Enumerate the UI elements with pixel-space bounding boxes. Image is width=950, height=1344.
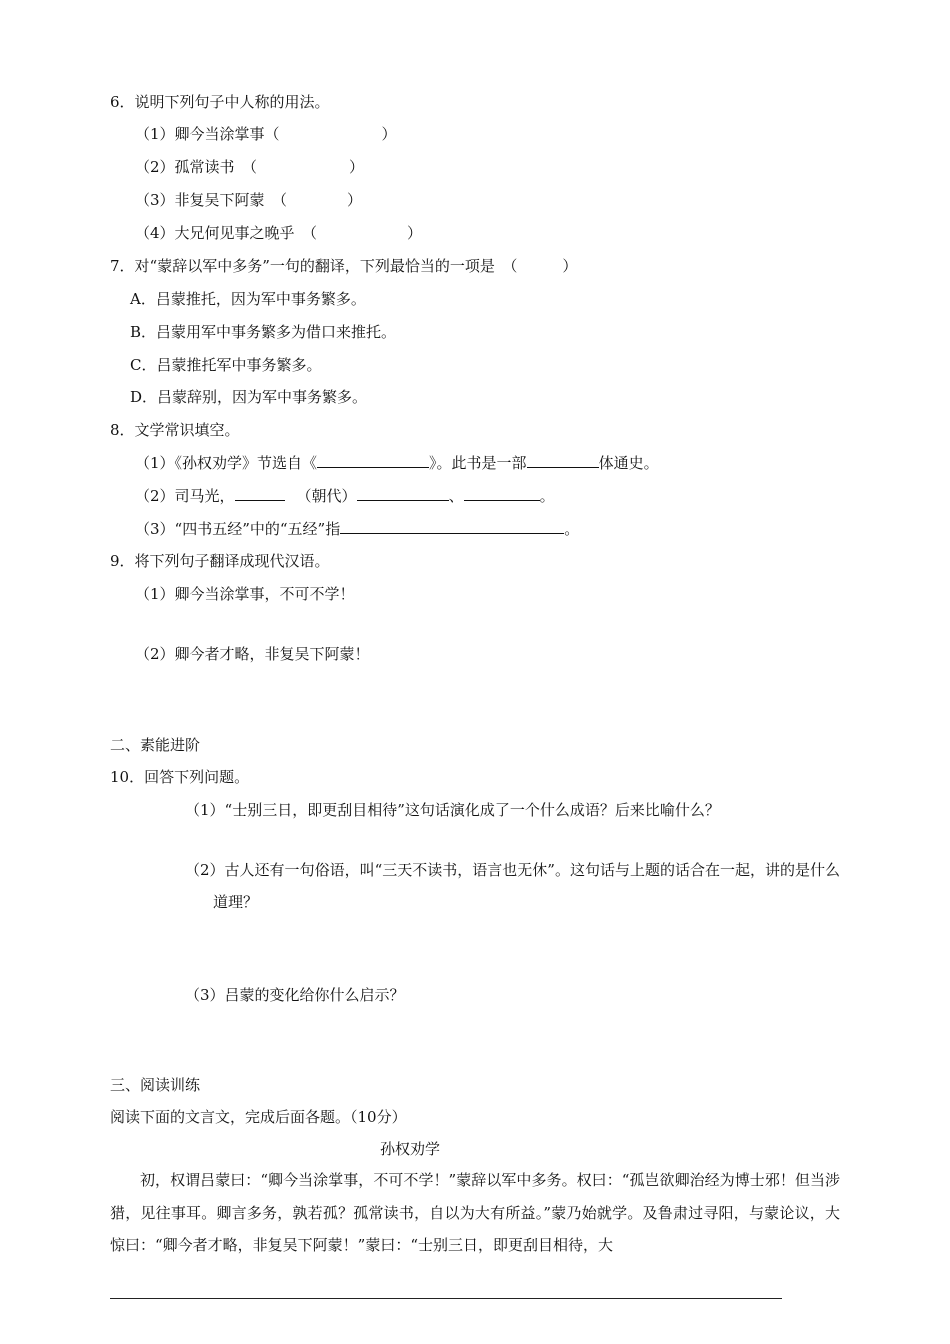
q6-item-3-close: ） <box>347 191 363 209</box>
q8-item-2-part-d: 。 <box>539 487 555 505</box>
q8-item-2-part-c: 、 <box>448 487 464 505</box>
q6-item-3-text: （3）非复吴下阿蒙 （ <box>135 191 288 209</box>
q6-item-2-close: ） <box>349 158 365 176</box>
section-3-title: 三、阅读训练 <box>110 1076 201 1094</box>
q9-item-1: （1）卿今当涂掌事，不可不学！ <box>135 585 355 603</box>
q8-item-1-part-b: 》。此书是一部 <box>429 454 527 472</box>
q7-option-c: C．吕蒙推托军中事务繁多。 <box>130 356 322 374</box>
q6-item-2 <box>135 157 364 177</box>
q8-item-2 <box>135 486 555 506</box>
q8-blank-identity-2[interactable] <box>464 486 540 501</box>
q6-item-4-close: ） <box>407 224 423 242</box>
q9-item-2: （2）卿今者才略，非复吴下阿蒙！ <box>135 645 370 663</box>
q7-option-a: A．吕蒙推托，因为军中事务繁多。 <box>130 290 366 308</box>
q8-item-2-part-b: （朝代） <box>296 487 357 505</box>
q8-blank-book[interactable] <box>317 453 429 468</box>
q6-item-1-close: ） <box>381 125 397 143</box>
q6-item-4-text: （4）大兄何见事之晚乎 （ <box>135 224 318 242</box>
q6-stem: 6．说明下列句子中人称的用法。 <box>110 93 330 111</box>
passage-text: 初，权谓吕蒙曰：“卿今当涂掌事，不可不学！”蒙辞以军中多务。权曰：“孤岂欲卿治经为博士邪！但当涉猎，见往事耳。卿言多务，孰若孤？孤常读书，自以为大有所益。”蒙乃始就学。及鲁肃过寻阳，与蒙论议，大惊曰：“卿今者才略，非复吴下阿蒙！”蒙曰：“士别三日，即更刮目相待，大 <box>110 1171 840 1254</box>
q6-item-2-text: （2）孤常读书 （ <box>135 158 258 176</box>
q8-blank-five-classics[interactable] <box>340 519 564 534</box>
q8-blank-dynasty[interactable] <box>235 486 285 501</box>
q8-blank-genre[interactable] <box>527 453 599 468</box>
q10-item-2-text: （2）古人还有一句俗语，叫“三天不读书，语言也无休”。这句话与上题的话合在一起，讲的是什么道理？ <box>185 861 840 911</box>
reading-instruction: 阅读下面的文言文，完成后面各题。（10分） <box>110 1108 407 1126</box>
q6-item-1-text: （1）卿今当涂掌事（ <box>135 125 280 143</box>
q9-stem: 9．将下列句子翻译成现代汉语。 <box>110 552 330 570</box>
footer-rule <box>110 1298 782 1299</box>
q6-item-4 <box>135 223 422 243</box>
q7-option-d: D．吕蒙辞别，因为军中事务繁多。 <box>130 388 368 406</box>
q8-item-2-part-a: （2）司马光， <box>135 487 235 505</box>
q8-item-3-part-a: （3）“四书五经”中的“五经”指 <box>135 520 341 538</box>
q6-item-1 <box>135 124 397 144</box>
q10-item-2 <box>185 854 840 918</box>
section-2-title: 二、素能进阶 <box>110 736 201 754</box>
q8-item-1 <box>135 453 659 473</box>
q7-stem: 7．对“蒙辞以军中多务”一句的翻译，下列最恰当的一项是 （ ） <box>110 257 578 275</box>
q8-item-3 <box>135 519 579 539</box>
q6-item-3 <box>135 190 362 210</box>
q10-item-3: （3）吕蒙的变化给你什么启示？ <box>185 986 405 1004</box>
q10-stem: 10．回答下列问题。 <box>110 768 250 786</box>
q10-item-1: （1）“士别三日，即更刮目相待”这句话演化成了一个什么成语？后来比喻什么？ <box>185 801 720 819</box>
q8-item-3-part-b: 。 <box>564 520 580 538</box>
passage-title: 孙权劝学 <box>380 1140 441 1158</box>
q8-item-1-part-c: 体通史。 <box>598 454 659 472</box>
q8-blank-identity-1[interactable] <box>357 486 449 501</box>
q8-item-1-part-a: （1）《孙权劝学》节选自《 <box>135 454 318 472</box>
q7-option-b: B．吕蒙用军中事务繁多为借口来推托。 <box>130 323 397 341</box>
q8-stem: 8．文学常识填空。 <box>110 421 240 439</box>
